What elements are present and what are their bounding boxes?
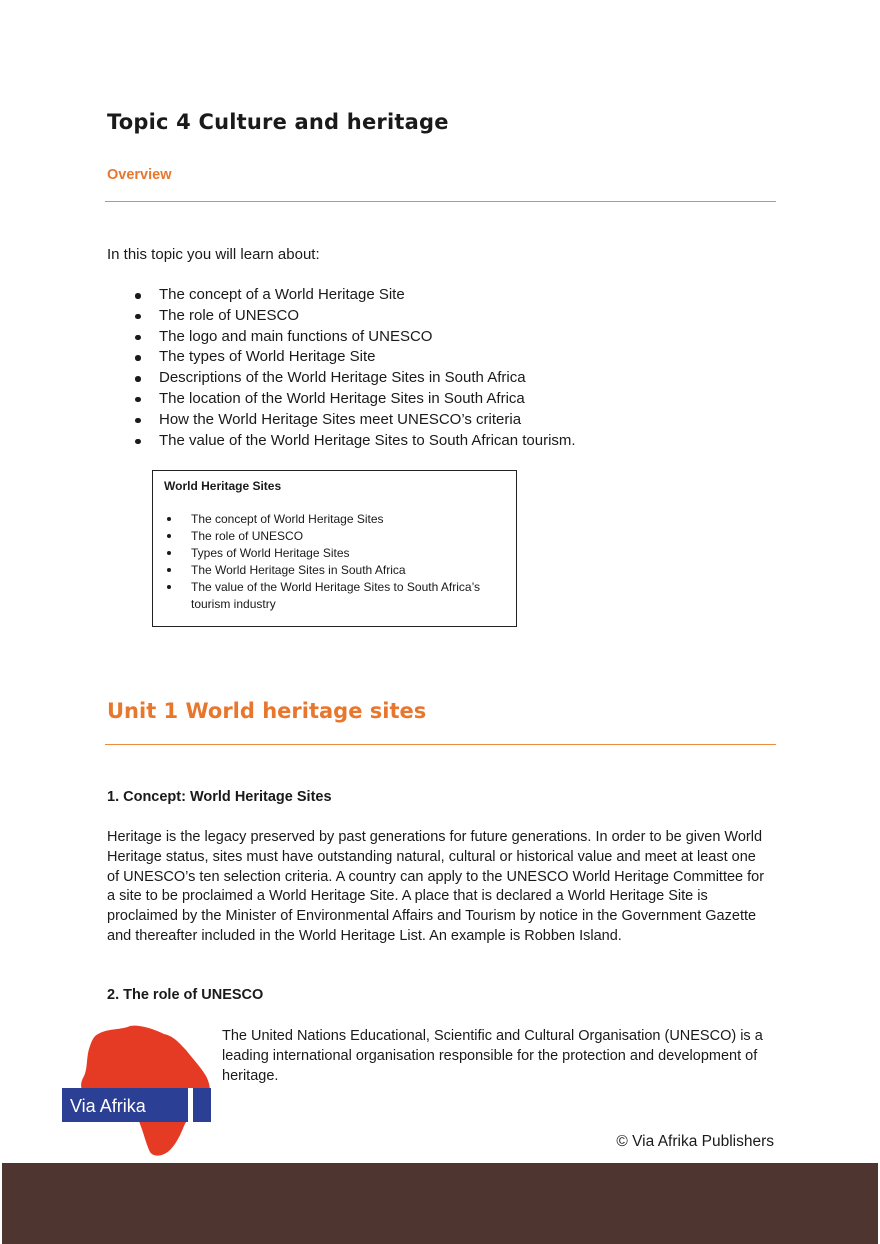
list-item <box>164 545 491 562</box>
bullet-icon <box>167 568 171 572</box>
summary-box <box>152 470 517 627</box>
list-item <box>164 511 491 528</box>
unit-title: Unit 1 World heritage sites <box>107 699 427 723</box>
overview-heading: Overview <box>107 167 172 183</box>
list-item <box>164 579 491 613</box>
bullet-icon <box>135 418 141 424</box>
unit-divider <box>105 744 776 745</box>
overview-divider <box>105 201 776 202</box>
summary-box-title: World Heritage Sites <box>164 479 282 493</box>
logo-band-strip <box>188 1088 193 1122</box>
unesco-role-paragraph: The United Nations Educational, Scientific and Cultural Organisation (UNESCO) is a leading international organisation responsible for the protection and development of heritage. <box>222 1028 763 1084</box>
bullet-icon <box>135 376 141 382</box>
list-item <box>164 562 491 579</box>
section-heading-concept: 1. Concept: World Heritage Sites <box>107 789 332 805</box>
list-item-text: Types of World Heritage Sites <box>191 546 350 560</box>
list-item-text: The logo and main functions of UNESCO <box>159 327 433 345</box>
list-item <box>107 410 576 431</box>
list-item-text: How the World Heritage Sites meet UNESCO’s criteria <box>159 410 522 428</box>
topic-title: Topic 4 Culture and heritage <box>107 110 449 134</box>
list-item-text: The value of the World Heritage Sites to South African tourism. <box>159 431 576 449</box>
learning-objectives-list <box>107 285 576 451</box>
list-item <box>107 285 576 306</box>
bullet-icon <box>135 293 141 299</box>
list-item-text: The role of UNESCO <box>191 529 304 543</box>
list-item-text: The concept of World Heritage Sites <box>191 512 384 526</box>
bullet-icon <box>135 355 141 361</box>
bullet-icon <box>135 439 141 445</box>
bullet-icon <box>167 534 171 538</box>
list-item <box>107 306 576 327</box>
logo-text: Via Afrika <box>70 1096 146 1116</box>
via-afrika-logo <box>60 1024 215 1159</box>
list-item <box>107 368 576 389</box>
bullet-icon <box>167 585 171 589</box>
intro-text: In this topic you will learn about: <box>107 246 320 263</box>
list-item-text: Descriptions of the World Heritage Sites in South Africa <box>159 369 526 387</box>
bullet-icon <box>167 517 171 521</box>
concept-paragraph: Heritage is the legacy preserved by past generations for future generations. In order to be given World Heritage status, sites must have outstanding natural, cultural or historical value and meet at least one of UNESCO’s ten selection criteria. A country can apply to the UNESCO World Heritage Committee for a site to be proclaimed a World Heritage Site. A place that is declared a World Heritage Site is proclaimed by the Minister of Environmental Affairs and Tourism by notice in the Government Gazette and thereafter included in the World Heritage List. An example is Robben Island. <box>107 829 765 944</box>
bullet-icon <box>135 314 141 320</box>
list-item <box>107 431 576 452</box>
bullet-icon <box>135 397 141 403</box>
list-item-text: The types of World Heritage Site <box>159 348 376 366</box>
list-item <box>164 528 491 545</box>
list-item-text: The role of UNESCO <box>159 306 300 324</box>
list-item-text: The value of the World Heritage Sites to South Africa’s tourism industry <box>191 580 481 611</box>
bullet-icon <box>167 551 171 555</box>
list-item-text: The location of the World Heritage Sites in South Africa <box>159 389 525 407</box>
copyright-credit: © Via Afrika Publishers <box>616 1133 774 1150</box>
list-item <box>107 347 576 368</box>
list-item-text: The World Heritage Sites in South Africa <box>191 563 406 577</box>
summary-box-list <box>164 511 491 613</box>
list-item <box>107 389 576 410</box>
footer-bar <box>2 1163 878 1244</box>
list-item-text: The concept of a World Heritage Site <box>159 286 405 303</box>
bullet-icon <box>135 335 141 341</box>
list-item <box>107 327 576 348</box>
section-heading-unesco-role: 2. The role of UNESCO <box>107 987 264 1003</box>
